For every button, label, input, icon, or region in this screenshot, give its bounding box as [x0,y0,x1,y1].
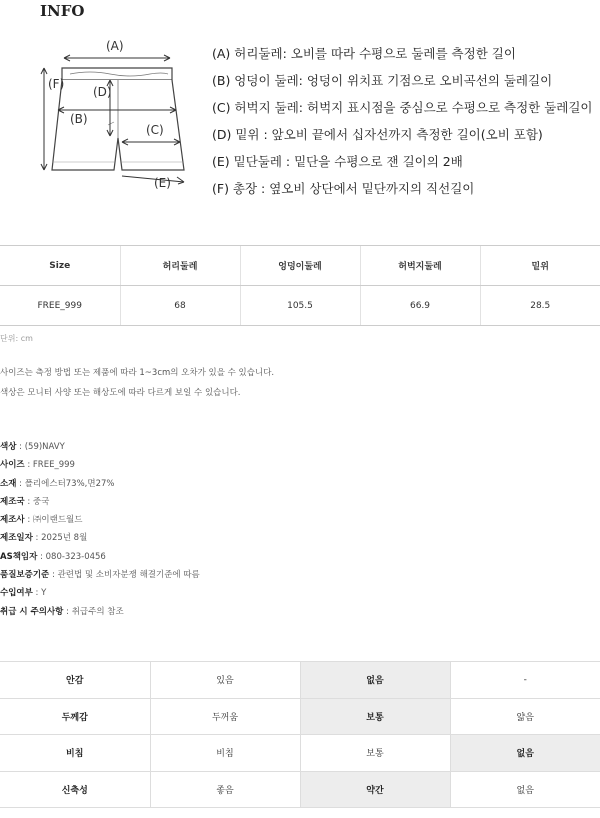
label-b: (B) [70,112,88,126]
legend-item: (C) 허벅지 둘레: 허벅지 표시점을 중심으로 수평으로 측정한 둘레길이 [212,100,593,115]
feel-option: 약간 [300,771,450,808]
spec-value: ㈜이랜드월드 [32,515,83,526]
feel-option: 두꺼움 [150,698,300,735]
feel-option: 보통 [300,698,450,735]
spec-label: 제조일자 [0,533,33,544]
spec-label: 품질보증기준 [0,570,50,581]
spec-label: 색상 [0,442,17,452]
spec-value: 폴리에스터73%,면27% [24,478,115,489]
size-cell: 68 [120,286,240,326]
feel-label: 비침 [0,735,150,772]
table-row [0,662,600,699]
spec-row: 제조국 : 중국 [0,496,50,507]
legend-item: (E) 밑단둘레 : 밑단을 수평으로 잰 길이의 2배 [212,154,463,169]
size-cell: FREE_999 [0,286,120,326]
note-line: 색상은 모니터 사양 또는 해상도에 따라 다르게 보일 수 있습니다. [0,388,241,398]
feel-option: 없음 [450,771,600,808]
header-cell: 허벅지둘레 [360,246,480,286]
label-c: (C) [146,123,164,137]
spec-value: FREE_999 [32,460,75,471]
feel-label: 두께감 [0,698,150,735]
spec-label: 취급 시 주의사항 [0,606,64,617]
feel-option: 없음 [450,735,600,772]
spec-label: 소재 [0,478,17,489]
spec-row: 취급 시 주의사항 : 취급주의 참조 [0,606,124,617]
header-cell: 엉덩이둘레 [240,246,360,286]
header-cell: Size [0,246,120,286]
size-table [0,245,600,326]
table-row [0,735,600,772]
legend-item: (F) 총장 : 옆오비 상단에서 밑단까지의 직선길이 [212,181,475,196]
unit-note: 단위: cm [0,334,33,343]
spec-row: AS책임자 : 080-323-0456 [0,551,106,562]
spec-row: 색상 : (59)NAVY [0,442,65,452]
table-row [0,698,600,735]
spec-value: 취급주의 참조 [71,606,124,617]
spec-label: AS책임자 [0,551,38,562]
label-d: (D) [93,85,112,99]
header-cell: 허리둘레 [120,246,240,286]
spec-label: 제조국 [0,496,25,507]
size-table-header [0,246,600,286]
feel-label: 신축성 [0,771,150,808]
fabric-feel-table [0,661,600,808]
shorts-illustration [30,30,210,200]
spec-row: 수입여부 : Y [0,588,47,599]
label-f: (F) [48,77,65,91]
spec-row: 품질보증기준 : 관련법 및 소비자분쟁 해결기준에 따름 [0,570,200,581]
spec-row: 제조일자 : 2025년 8월 [0,533,88,544]
feel-option: 좋음 [150,771,300,808]
size-cell: 66.9 [360,286,480,326]
size-cell: 28.5 [480,286,600,326]
spec-value: 2025년 8월 [41,533,88,544]
info-title: INFO [40,2,85,20]
header-cell: 밑위 [480,246,600,286]
spec-value: 관련법 및 소비자분쟁 해결기준에 따름 [57,570,200,581]
feel-option: 얇음 [450,698,600,735]
notes [0,363,274,403]
legend-item: (D) 밑위 : 앞오비 끝에서 십자선까지 측정한 길이(오비 포함) [212,127,543,142]
table-row [0,286,600,326]
label-e: (E) [154,176,171,190]
spec-row: 소재 : 폴리에스터73%,면27% [0,478,115,489]
table-row [0,771,600,808]
shorts-measurement-diagram [30,30,210,200]
feel-label: 안감 [0,662,150,699]
product-specs [0,438,200,621]
legend-item: (A) 허리둘레: 오비를 따라 수평으로 둘레를 측정한 길이 [212,46,516,61]
feel-option: 보통 [300,735,450,772]
size-cell: 105.5 [240,286,360,326]
spec-label: 수입여부 [0,588,33,599]
legend-item: (B) 엉덩이 둘레: 엉덩이 위치표 기점으로 오비곡선의 둘레길이 [212,73,553,88]
label-a: (A) [106,39,124,53]
note-line: 사이즈는 측정 방법 또는 제품에 따라 1~3cm의 오차가 있을 수 있습니다. [0,368,275,378]
spec-label: 제조사 [0,515,25,526]
spec-label: 사이즈 [0,460,25,471]
spec-row: 제조사 : ㈜이랜드월드 [0,515,83,526]
spec-value: Y [41,588,47,599]
measurement-legend [212,40,593,202]
feel-option: 비침 [150,735,300,772]
spec-row: 사이즈 : FREE_999 [0,460,75,471]
spec-value: (59)NAVY [24,442,65,452]
feel-option: 없음 [300,662,450,699]
feel-option: 있음 [150,662,300,699]
spec-value: 080-323-0456 [45,551,106,562]
spec-value: 중국 [32,496,50,507]
feel-option: - [450,662,600,699]
